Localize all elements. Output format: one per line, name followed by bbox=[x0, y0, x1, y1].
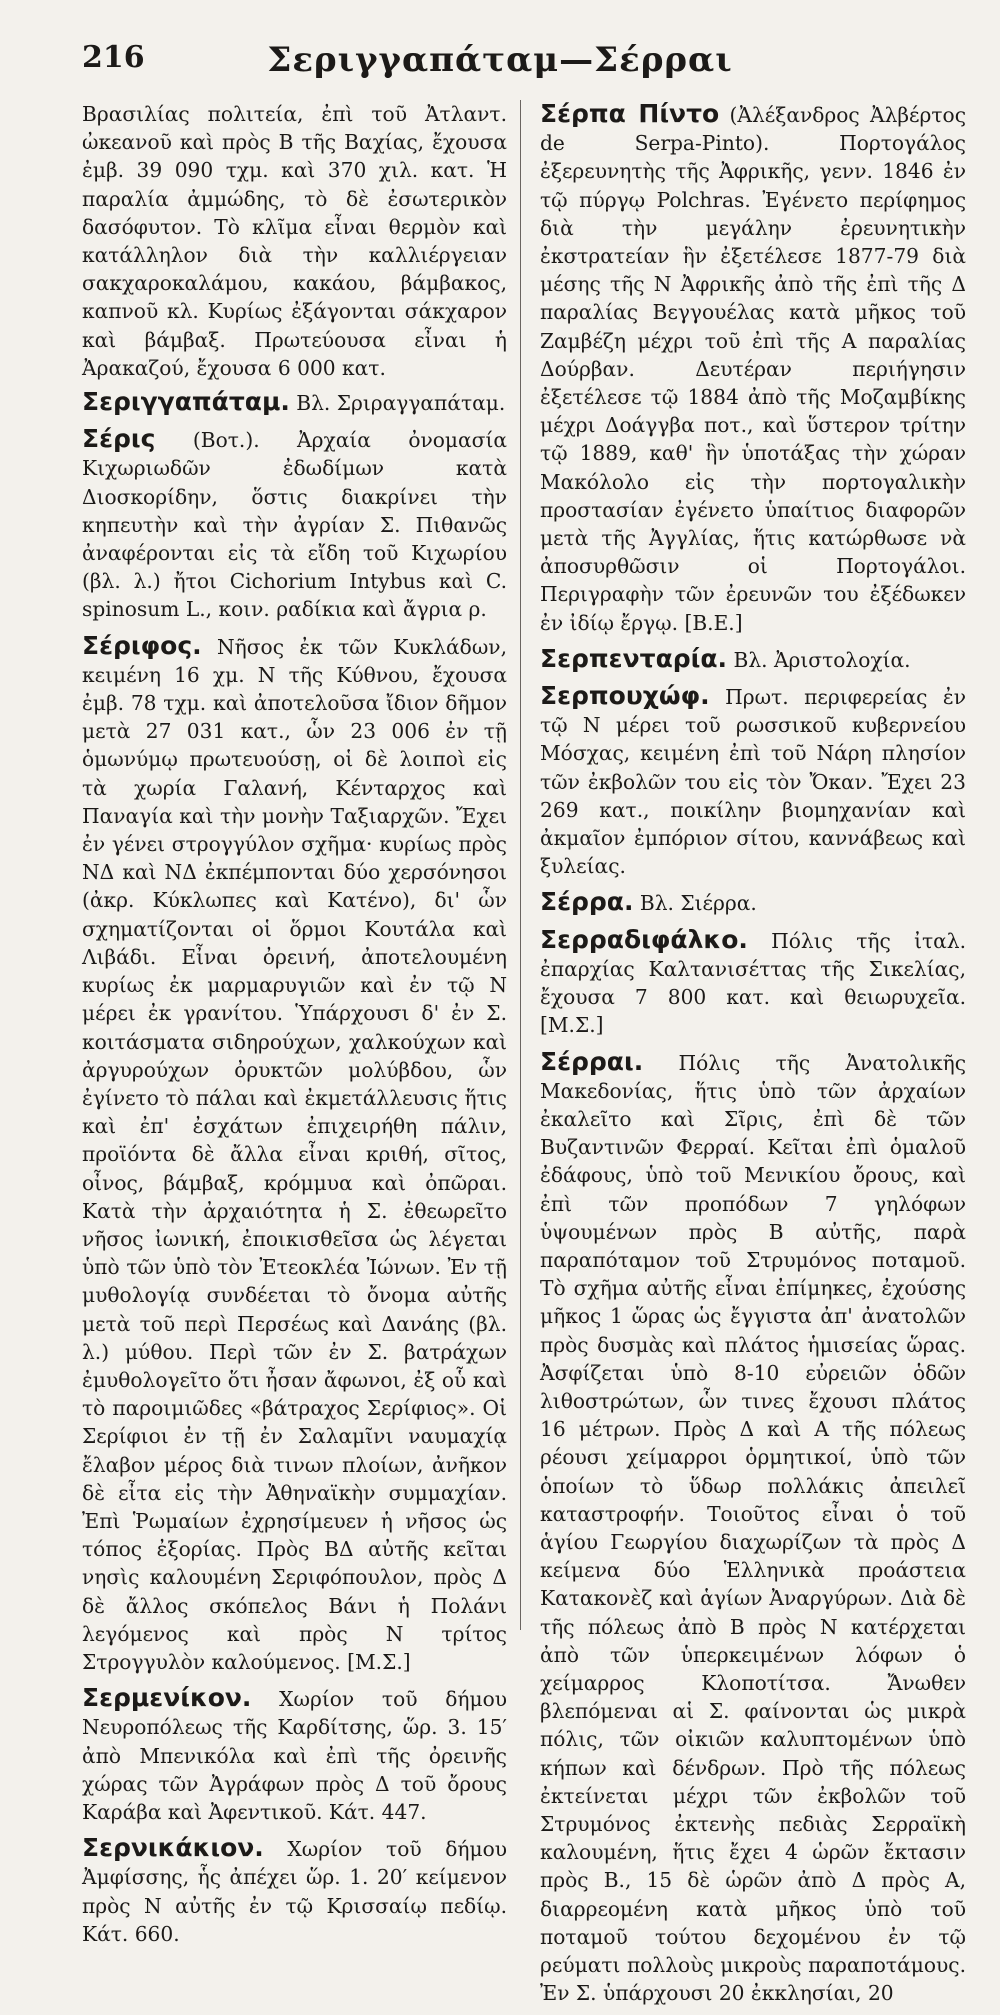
entry-serradifalco bbox=[540, 926, 966, 1040]
entry-headword: Σερμενίκον. bbox=[82, 1683, 252, 1713]
entry-serpoukhof bbox=[540, 682, 966, 880]
entry-serpa-pinto bbox=[540, 100, 966, 637]
entry-headword: Σέρπα Πίντο bbox=[540, 99, 720, 128]
entry-text: Βλ. Σριραγγαπάταμ. bbox=[296, 391, 506, 416]
running-head: Σεριγγαπάταμ—Σέρραι bbox=[267, 40, 733, 80]
entry-text: (Βοτ.). Ἀρχαία ὀνομασία Κιχωριωδῶν ἐδωδίμων κατὰ Διοσκορίδην, ὅστις διακρίνει τὴν κηπευτὴν καὶ τὴν ἀγρίαν Σ. Πιθανῶς ἀναφέρονται εἰς τὰ εἴδη τοῦ Κιχωρίου (βλ. λ.) ἤτοι Cichorium Intybus καὶ C. spinosum L., κοιν. ραδίκια καὶ ἄγρια ρ. bbox=[82, 428, 507, 622]
column-divider bbox=[520, 100, 521, 1630]
entry-text: Χωρίον τοῦ δήμου Ἀμφίσσης, ἧς ἀπέχει ὥρ. 1. 20′ κείμενον πρὸς Ν αὐτῆς ἐν τῷ Κρισσαίῳ πεδίῳ. Κάτ. 660. bbox=[82, 1837, 507, 1946]
entry-sernikakion bbox=[82, 1834, 507, 1948]
entry-sermenikon bbox=[82, 1684, 507, 1826]
entry-text: Βλ. Σιέρρα. bbox=[639, 891, 757, 916]
entry-headword: Σερπουχώφ. bbox=[540, 681, 710, 711]
entry-serifos bbox=[82, 632, 507, 1677]
entry-headword: Σεριγγαπάταμ. bbox=[82, 387, 290, 417]
entry-headword: Σέρραι. bbox=[540, 1046, 644, 1076]
entry-text: Πρωτ. περιφερείας ἐν τῷ Ν μέρει τοῦ ρωσσικοῦ κυβερνείου Μόσχας, κειμένη ἐπὶ τοῦ Νάρη πλησίον τῶν ἐκβολῶν του εἰς τὸν Ὄκαν. Ἔχει 23 269 κατ., ποικίλην βιομηχανίαν καὶ ἀκμαῖον ἐμπόριον σίτου, καννάβεως καὶ ξυλείας. bbox=[540, 685, 966, 879]
entry-headword: Σέρρα. bbox=[540, 887, 634, 917]
continued-entry-text: Βρασιλίας πολιτεία, ἐπὶ τοῦ Ἀτλαντ. ὠκεανοῦ καὶ πρὸς Β τῆς Βαχίας, ἔχουσα ἐμβ. 39 090 τχμ. καὶ 370 χιλ. κατ. Ἡ παραλία ἀμμώδης, τὸ δὲ ἐσωτερικὸν δασόφυτον. Τὸ κλῖμα εἶναι θερμὸν καὶ κατάλληλον διὰ τὴν καλλιέργειαν σακχαροκαλάμου, κακάου, βάμβακος, καπνοῦ κλ. Κυρίως ἐξάγονται σάκχαρον καὶ βάμβαξ. Πρωτεύουσα εἶναι ἡ Ἀρακαζού, ἔχουσα 6 000 κατ. bbox=[82, 102, 507, 380]
entry-text: Πόλις τῆς Ἀνατολικῆς Μακεδονίας, ἥτις ὑπὸ τῶν ἀρχαίων ἐκαλεῖτο καὶ Σῖρις, ἐπὶ δὲ τῶν Βυζαντινῶν Φερραί. Κεῖται ἐπὶ ὁμαλοῦ ἐδάφους, ὑπὸ τοῦ Μενικίου ὄρους, καὶ ἐπὶ τῶν προπόδων 7 γηλόφων ὑψουμένων πρὸς Β αὐτῆς, παρὰ παραπόταμον τοῦ Στρυμόνος ποταμοῦ. Τὸ σχῆμα αὐτῆς εἶναι ἐπίμηκες, ἐχούσης μῆκος 1 ὥρας ὡς ἔγγιστα ἀπ' ἀνατολῶν πρὸς δυσμὰς καὶ πλάτος ἡμισείας ὥρας. Ἀσφίζεται ὑπὸ 8-10 εὐρειῶν ὁδῶν λιθοστρώτων, ὧν τινες ἔχουσι πλάτος 16 μέτρων. Πρὸς Δ καὶ Α τῆς πόλεως ρέουσι χείμαρροι ὁρμητικοί, ὑπὸ τῶν ὁποίων τὸ ὕδωρ πολλάκις ἀπειλεῖ καταστροφήν. Τοιοῦτος εἶναι ὁ τοῦ ἁγίου Γεωργίου διαχωρίζων τὰ πρὸς Δ κείμενα δύο Ἑλληνικὰ προάστεια Κατακονὲζ καὶ ἁγίων Ἀναργύρων. Διὰ δὲ τῆς πόλεως ἀπὸ Β πρὸς Ν κατέρχεται ἀπὸ τῶν ὑπερκειμένων λόφων ὁ χείμαρρος Κλοποτίτσα. Ἄνωθεν βλεπόμεναι αἱ Σ. φαίνονται ὡς μικρὰ πόλις, τῶν οἰκιῶν καλυπτομένων ὑπὸ κήπων καὶ δένδρων. Πρὸ τῆς πόλεως ἐκτείνεται μέχρι τῶν ἐκβολῶν τοῦ Στρυμόνος ἐκτενὴς πεδιὰς Σερραϊκὴ καλουμένη, ἥτις ἔχει 4 ὡρῶν ἔκτασιν πρὸς Β., 15 δὲ ὡρῶν ἀπὸ Δ πρὸς Α, διαρρεομένη κατὰ μῆκος ὑπὸ τοῦ ποταμοῦ τούτου δεχομένου ἐν τῷ ρεύματι πολλοὺς μικροὺς παραποτάμους. Ἐν Σ. ὑπάρχουσι 20 ἐκκλησίαι, 20 bbox=[540, 1050, 966, 2006]
entry-seringapatam bbox=[82, 388, 507, 417]
entry-headword: Σέριφος. bbox=[82, 630, 202, 660]
entry-serpentaria bbox=[540, 645, 966, 674]
entry-text: Πόλις τῆς ἰταλ. ἐπαρχίας Καλτανισέττας τῆς Σικελίας, ἔχουσα 7 800 κατ. καὶ θειωρυχεῖα. [Μ.Σ.] bbox=[540, 928, 967, 1038]
entry-text: (Ἀλέξανδρος Ἀλβέρτος de Serpa-Pinto). Πορτογάλος ἐξερευνητὴς τῆς Ἀφρικῆς, γενν. 1846 ἐν τῷ πύργῳ Polchras. Ἐγένετο περίφημος διὰ τὴν μεγάλην ἐρευνητικὴν ἐκστρατείαν ἣν ἐξετέλεσε 1877-79 διὰ μέσης τῆς Ν Ἀφρικῆς ἀπὸ τῆς ἐπὶ τῆς Δ παραλίας Βεγγουέλας κατὰ μῆκος τοῦ Ζαμβέζη μέχρι τοῦ ἐπὶ τῆς Α παραλίας Δούρβαν. Δευτέραν περιήγησιν ἐξετέλεσε τῷ 1884 ἀπὸ τῆς Μοζαμβίκης μέχρι Δοάγγβα ποτ., καὶ ὕστερον τρίτην τῷ 1889, καθ' ἣν ὑποτάξας τὴν χώραν Μακόλολο εἰς τὴν πορτογαλικὴν προστασίαν ἐγένετο ὑπαίτιος διαφορῶν μετὰ τῆς Ἀγγλίας, ἥτις κατώρθωσε νὰ ἀποσυρθῶσιν οἱ Πορτογάλοι. Περιγραφὴν τῶν ἐρευνῶν του ἐξέδωκεν ἐν ἰδίῳ ἔργῳ. [Β.Ε.] bbox=[540, 103, 966, 635]
entry-text: Βλ. Ἀριστολοχία. bbox=[733, 647, 911, 672]
left-column bbox=[82, 100, 507, 1956]
right-column bbox=[540, 100, 966, 2015]
entry-headword: Σερπενταρία. bbox=[540, 643, 728, 673]
entry-headword: Σερνικάκιον. bbox=[82, 1833, 264, 1863]
entry-text: Χωρίον τοῦ δήμου Νευροπόλεως τῆς Καρδίτσης, ὥρ. 3. 15′ ἀπὸ Μπενικόλα καὶ ἐπὶ τῆς ὀρεινῆς χώρας τῶν Ἀγράφων πρὸς Δ τοῦ ὄρους Καράβα καὶ Ἀφεντικοῦ. Κάτ. 447. bbox=[82, 1687, 507, 1824]
entry-serrai bbox=[540, 1048, 966, 2008]
entry-text: Νῆσος ἐκ τῶν Κυκλάδων, κειμένη 16 χμ. Ν τῆς Κύθνου, ἔχουσα ἐμβ. 78 τχμ. καὶ ἀποτελοῦσα ἴδιον δῆμον μετὰ 27 031 κατ., ὧν 23 006 ἐν τῇ ὁμωνύμῳ πρωτευούσῃ, οἱ δὲ λοιποὶ εἰς τὰ χωρία Γαλανή, Κένταρχος καὶ Παναγία καὶ τὴν μονὴν Ταξιαρχῶν. Ἔχει ἐν γένει στρογγύλον σχῆμα· κυρίως πρὸς ΝΔ καὶ ΝΔ ἐκπέμπονται δύο χερσόνησοι (ἀκρ. Κύκλωπες καὶ Κατένο), δι' ὧν σχηματίζονται οἱ ὅρμοι Κουτάλα καὶ Λιβάδι. Εἶναι ὀρεινή, ἀποτελουμένη κυρίως ἐκ μαρμαρυγιῶν καὶ ἐν τῷ Ν μέρει ἐκ γρανίτου. Ὑπάρχουσι δ' ἐν Σ. κοιτάσματα σιδηρούχων, χαλκούχων καὶ ἀργυρούχων ὀρυκτῶν μολύβδου, ὧν ἐγίνετο τὸ πάλαι καὶ ἐκμετάλλευσις ἥτις καὶ ἐπ' ἐσχάτων ἐπιχειρήθη πάλιν, προϊόντα δὲ ἄλλα εἶναι κριθή, σῖτος, οἶνος, βάμβαξ, κρόμμυα καὶ ὀπῶραι. Κατὰ τὴν ἀρχαιότητα ἡ Σ. ἐθεωρεῖτο νῆσος ἰωνική, ἐποικισθεῖσα ὡς λέγεται ὑπὸ τῶν ὑπὸ τὸν Ἐτεοκλέα Ἰώνων. Ἐν τῇ μυθολογίᾳ συνδέεται τὸ ὄνομα αὐτῆς μετὰ τοῦ περὶ Περσέως καὶ Δανάης (βλ. λ.) μύθου. Περὶ τῶν ἐν Σ. βατράχων ἐμυθολογεῖτο ὅτι ἦσαν ἄφωνοι, ἐξ οὗ καὶ τὸ παροιμιῶδες «βάτραχος Σερίφιος». Οἱ Σερίφιοι ἐν τῇ ἐν Σαλαμῖνι ναυμαχίᾳ ἔλαβον μέρος διὰ τινων πλοίων, ἀνῆκον δὲ εἶτα εἰς τὴν Ἀθηναϊκὴν συμμαχίαν. Ἐπὶ Ῥωμαίων ἐχρησίμευεν ἡ νῆσος ὡς τόπος ἐξορίας. Πρὸς ΒΔ αὐτῆς κεῖται νησὶς καλουμένη Σεριφόπουλον, πρὸς Δ δὲ ἄλλος σκόπελος Βάνι ἡ Πολάνι λεγόμενος καὶ πρὸς Ν τρίτος Στρογγυλὸν καλούμενος. [Μ.Σ.] bbox=[82, 634, 507, 1674]
entry-headword: Σέρις bbox=[82, 424, 156, 454]
entry-seris bbox=[82, 425, 507, 623]
entry-headword: Σερραδιφάλκο. bbox=[540, 924, 748, 954]
page-number: 216 bbox=[82, 40, 145, 75]
entry-serra bbox=[540, 888, 966, 917]
